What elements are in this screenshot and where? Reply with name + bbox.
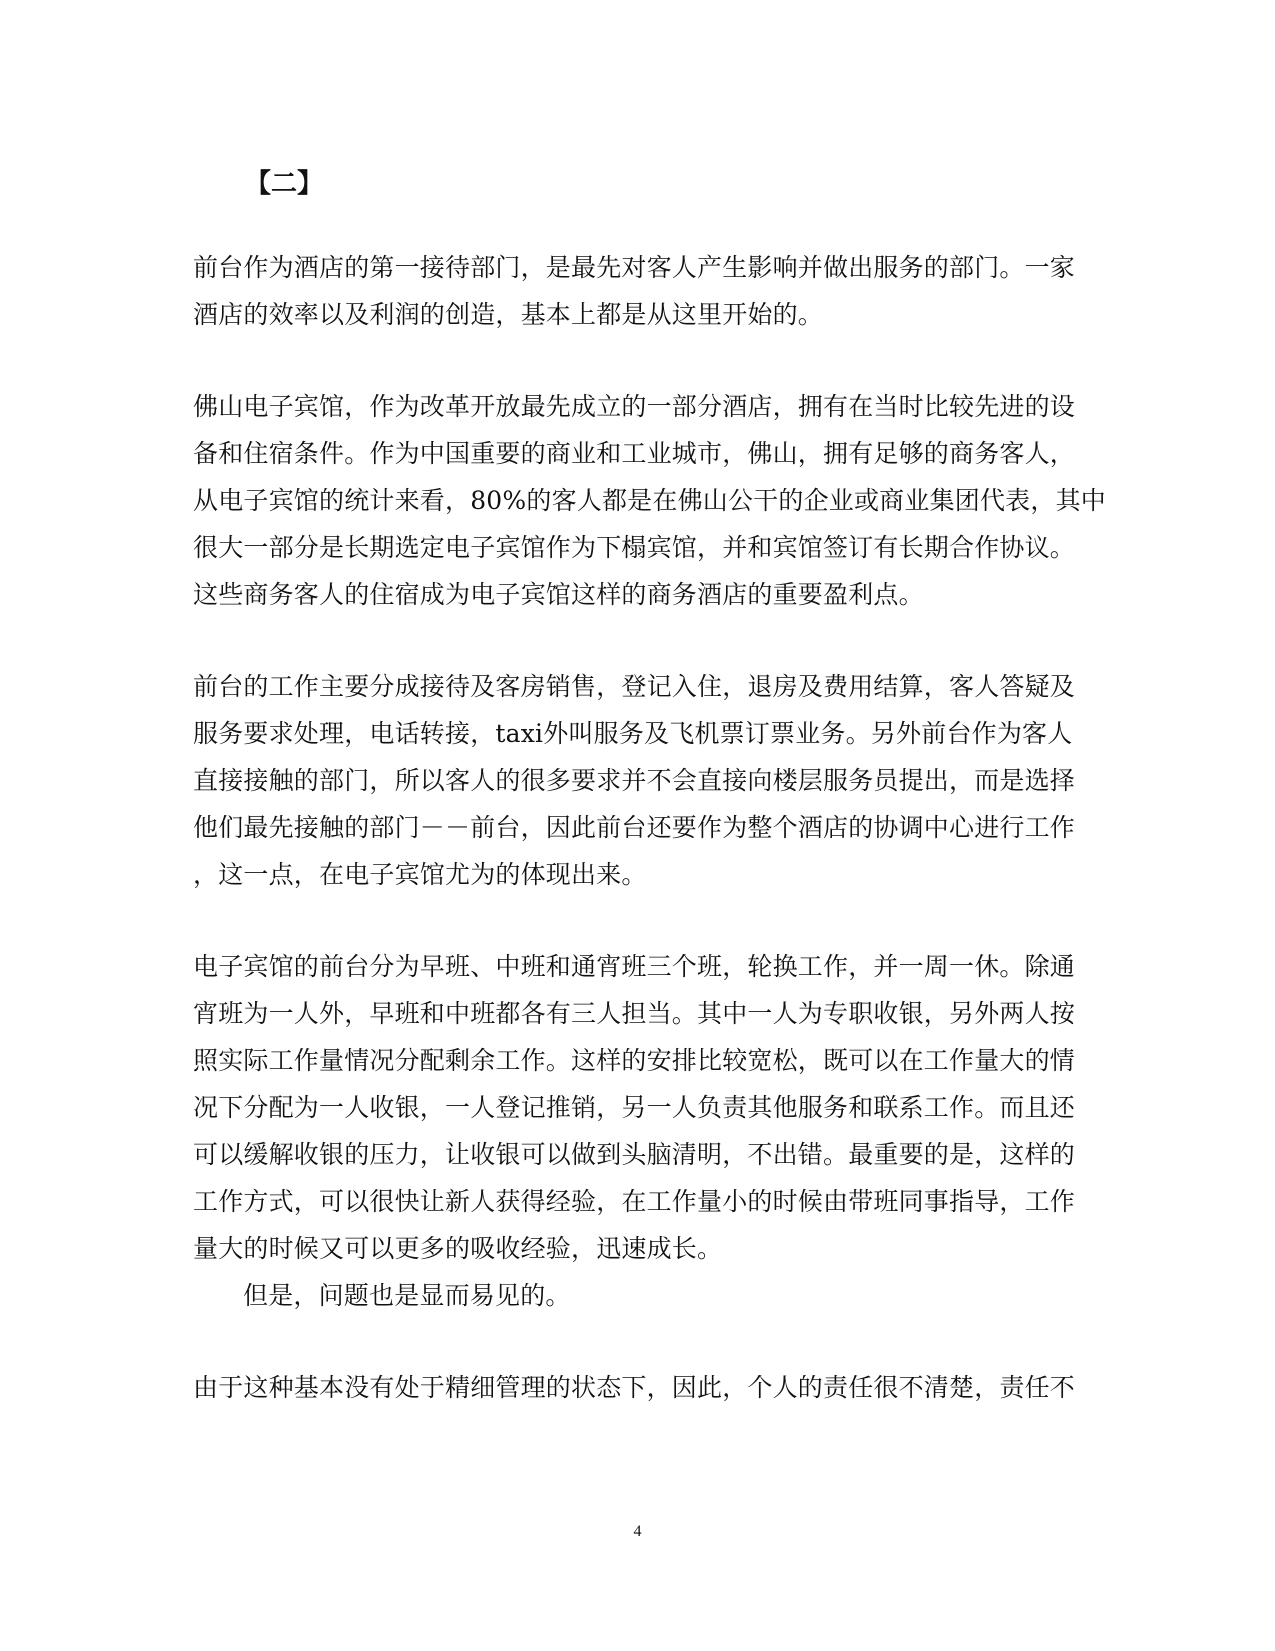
paragraph-2-line-2: 备和住宿条件。作为中国重要的商业和工业城市，佛山，拥有足够的商务客人，	[193, 439, 1076, 468]
paragraph-2-line-4: 很大一部分是长期选定电子宾馆作为下榻宾馆，并和宾馆签订有长期合作协议。	[193, 533, 1076, 562]
paragraph-1-line-2: 酒店的效率以及利润的创造，基本上都是从这里开始的。	[193, 300, 824, 329]
paragraph-3-line-1: 前台的工作主要分成接待及客房销售，登记入住，退房及费用结算，客人答疑及	[193, 672, 1076, 701]
paragraph-4-line-1: 电子宾馆的前台分为早班、中班和通宵班三个班，轮换工作，并一周一休。除通	[193, 952, 1076, 981]
paragraph-4-line-3: 照实际工作量情况分配剩余工作。这样的安排比较宽松，既可以在工作量大的情	[193, 1046, 1076, 1075]
paragraph-4-line-6: 工作方式，可以很快让新人获得经验，在工作量小的时候由带班同事指导，工作	[193, 1187, 1076, 1216]
paragraph-5-line-1: 但是，问题也是显而易见的。	[243, 1281, 571, 1310]
paragraph-3-line-3: 直接接触的部门，所以客人的很多要求并不会直接向楼层服务员提出，而是选择	[193, 766, 1076, 795]
paragraph-2-line-1: 佛山电子宾馆，作为改革开放最先成立的一部分酒店，拥有在当时比较先进的设	[193, 392, 1076, 421]
paragraph-3-line-4: 他们最先接触的部门－－前台，因此前台还要作为整个酒店的协调中心进行工作	[193, 813, 1076, 842]
paragraph-4-line-4: 况下分配为一人收银，一人登记推销，另一人负责其他服务和联系工作。而且还	[193, 1093, 1076, 1122]
paragraph-4-line-7: 量大的时候又可以更多的吸收经验，迅速成长。	[193, 1234, 723, 1263]
paragraph-3-line-2: 服务要求处理，电话转接，taxi外叫服务及飞机票订票业务。另外前台作为客人	[193, 719, 1073, 748]
paragraph-4-line-5: 可以缓解收银的压力，让收银可以做到头脑清明，不出错。最重要的是，这样的	[193, 1140, 1076, 1169]
paragraph-3-line-5: ，这一点，在电子宾馆尤为的体现出来。	[193, 860, 647, 889]
section-heading: 【二】	[245, 169, 324, 199]
paragraph-2-line-5: 这些商务客人的住宿成为电子宾馆这样的商务酒店的重要盈利点。	[193, 580, 924, 609]
paragraph-1-line-1: 前台作为酒店的第一接待部门，是最先对客人产生影响并做出服务的部门。一家	[193, 253, 1076, 282]
page-number: 4	[633, 1523, 642, 1540]
paragraph-4-line-2: 宵班为一人外，早班和中班都各有三人担当。其中一人为专职收银，另外两人按	[193, 999, 1076, 1028]
paragraph-6-line-1: 由于这种基本没有处于精细管理的状态下，因此，个人的责任很不清楚，责任不	[193, 1373, 1076, 1402]
paragraph-2-line-3: 从电子宾馆的统计来看，80%的客人都是在佛山公干的企业或商业集团代表，其中	[193, 486, 1106, 515]
